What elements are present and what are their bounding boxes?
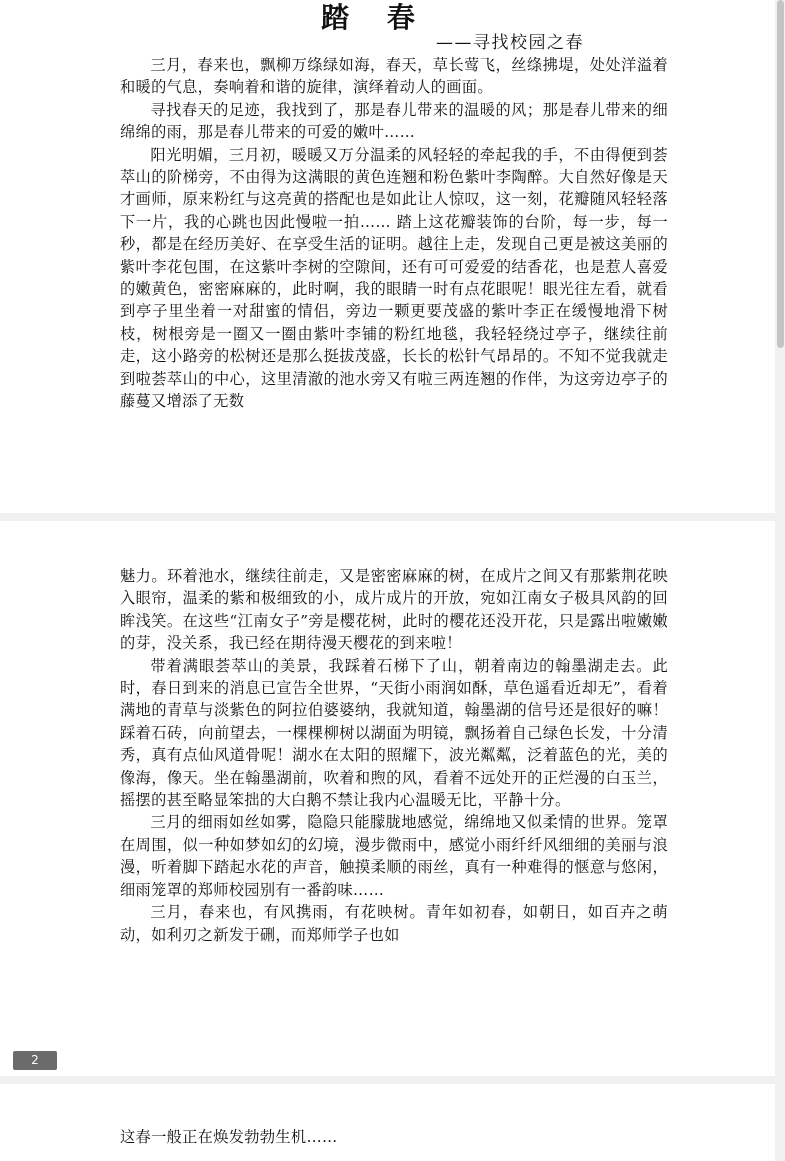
page-3: [0, 1084, 775, 1161]
page-1-content: [120, 54, 668, 413]
paragraph: 这春一般正在焕发勃勃生机……: [120, 1128, 338, 1146]
page-2-content: [120, 565, 668, 946]
paragraph: 寻找春天的足迹，我找到了，那是春儿带来的温暖的风；那是春儿带来的细绵绵的雨，那是春儿带来的可爱的嫩叶……: [120, 100, 668, 142]
paragraph: 三月，春来也，飘柳万绦绿如海，春天，草长莺飞，丝绦拂堤，处处洋溢着和暖的气息，奏响着和谐的旋律，演绎着动人的画面。: [120, 56, 668, 97]
paragraph: 三月的细雨如丝如雾，隐隐只能朦胧地感觉，绵绵地又似柔情的世界。笼罩在周围，似一种如梦如幻的幻境，漫步微雨中，感觉小雨纤纤风细细的美丽与浪漫，听着脚下踏起水花的声音，触摸柔顺的雨丝，真有一种难得的惬意与悠闲，细雨笼罩的郑师校园别有一番韵味……: [120, 813, 668, 899]
paragraph: 魅力。环着池水，继续往前走，又是密密麻麻的树，在成片之间又有那紫荆花映入眼帘，温柔的紫和极细致的小，成片成片的开放，宛如江南女子极具风韵的回眸浅笑。在这些“江南女子”旁是樱花树，此时的樱花还没开花，只是露出啦嫩嫩的芽，没关系，我已经在期待漫天樱花的到来啦！: [120, 567, 668, 653]
page-number-badge: 2: [13, 1051, 57, 1070]
document-subtitle: ——寻找校园之春: [436, 33, 584, 53]
vertical-scrollbar[interactable]: [775, 0, 785, 1161]
paragraph: 三月，春来也，有风携雨，有花映树。青年如初春，如朝日，如百卉之萌动，如利刃之新发于硎，而郑师学子也如: [120, 903, 668, 944]
paragraph: 带着满眼荟萃山的美景，我踩着石梯下了山，朝着南边的翰墨湖走去。此时，春日到来的消息已宣告全世界，“天街小雨润如酥，草色遥看近却无”，看着满地的青草与淡紫色的阿拉伯婆婆纳，我就知道，翰墨湖的信号还是很好的嘛！踩着石砖，向前望去，一棵棵柳树以湖面为明镜，飘扬着自己绿色长发，十分清秀，真有点仙风道骨呢！湖水在太阳的照耀下，波光粼粼，泛着蓝色的光，美的像海，像天。坐在翰墨湖前，吹着和煦的风，看着不远处开的正烂漫的白玉兰，摇摆的甚至略显笨拙的大白鹅不禁让我内心温暖无比，平静十分。: [120, 656, 668, 810]
page-3-content: [120, 1126, 668, 1148]
document-title: 踏 春: [321, 1, 429, 34]
page-2: [0, 521, 775, 1076]
scrollbar-thumb[interactable]: [777, 0, 784, 348]
page-1: [0, 0, 775, 513]
paragraph: 阳光明媚，三月初，暖暖又万分温柔的风轻轻的牵起我的手，不由得便到荟萃山的阶梯旁，不由得为这满眼的黄色连翘和粉色紫叶李陶醉。大自然好像是天才画师，原来粉红与这亮黄的搭配也是如此让人惊叹，这一刻，花瓣随风轻轻落下一片，我的心跳也因此慢啦一拍…… 踏上这花瓣装饰的台阶，每一步，每一秒，都是在经历美好、在享受生活的证明。越往上走，发现自己更是被这美丽的紫叶李花包围，在这紫叶李树的空隙间，还有可可爱爱的结香花，也是惹人喜爱的嫩黄色，密密麻麻的，此时啊，我的眼睛一时有点花眼呢！眼光往左看，就看到亭子里坐着一对甜蜜的情侣，旁边一颗更要茂盛的紫叶李正在缓慢地滑下树枝，树根旁是一圈又一圈由紫叶李铺的粉红地毯，我轻轻绕过亭子，继续往前走，这小路旁的松树还是那么挺拔茂盛，长长的松针气昂昂的。不知不觉我就走到啦荟萃山的中心，这里清澈的池水旁又有啦三两连翘的作伴，为这旁边亭子的藤蔓又增添了无数: [120, 145, 668, 411]
